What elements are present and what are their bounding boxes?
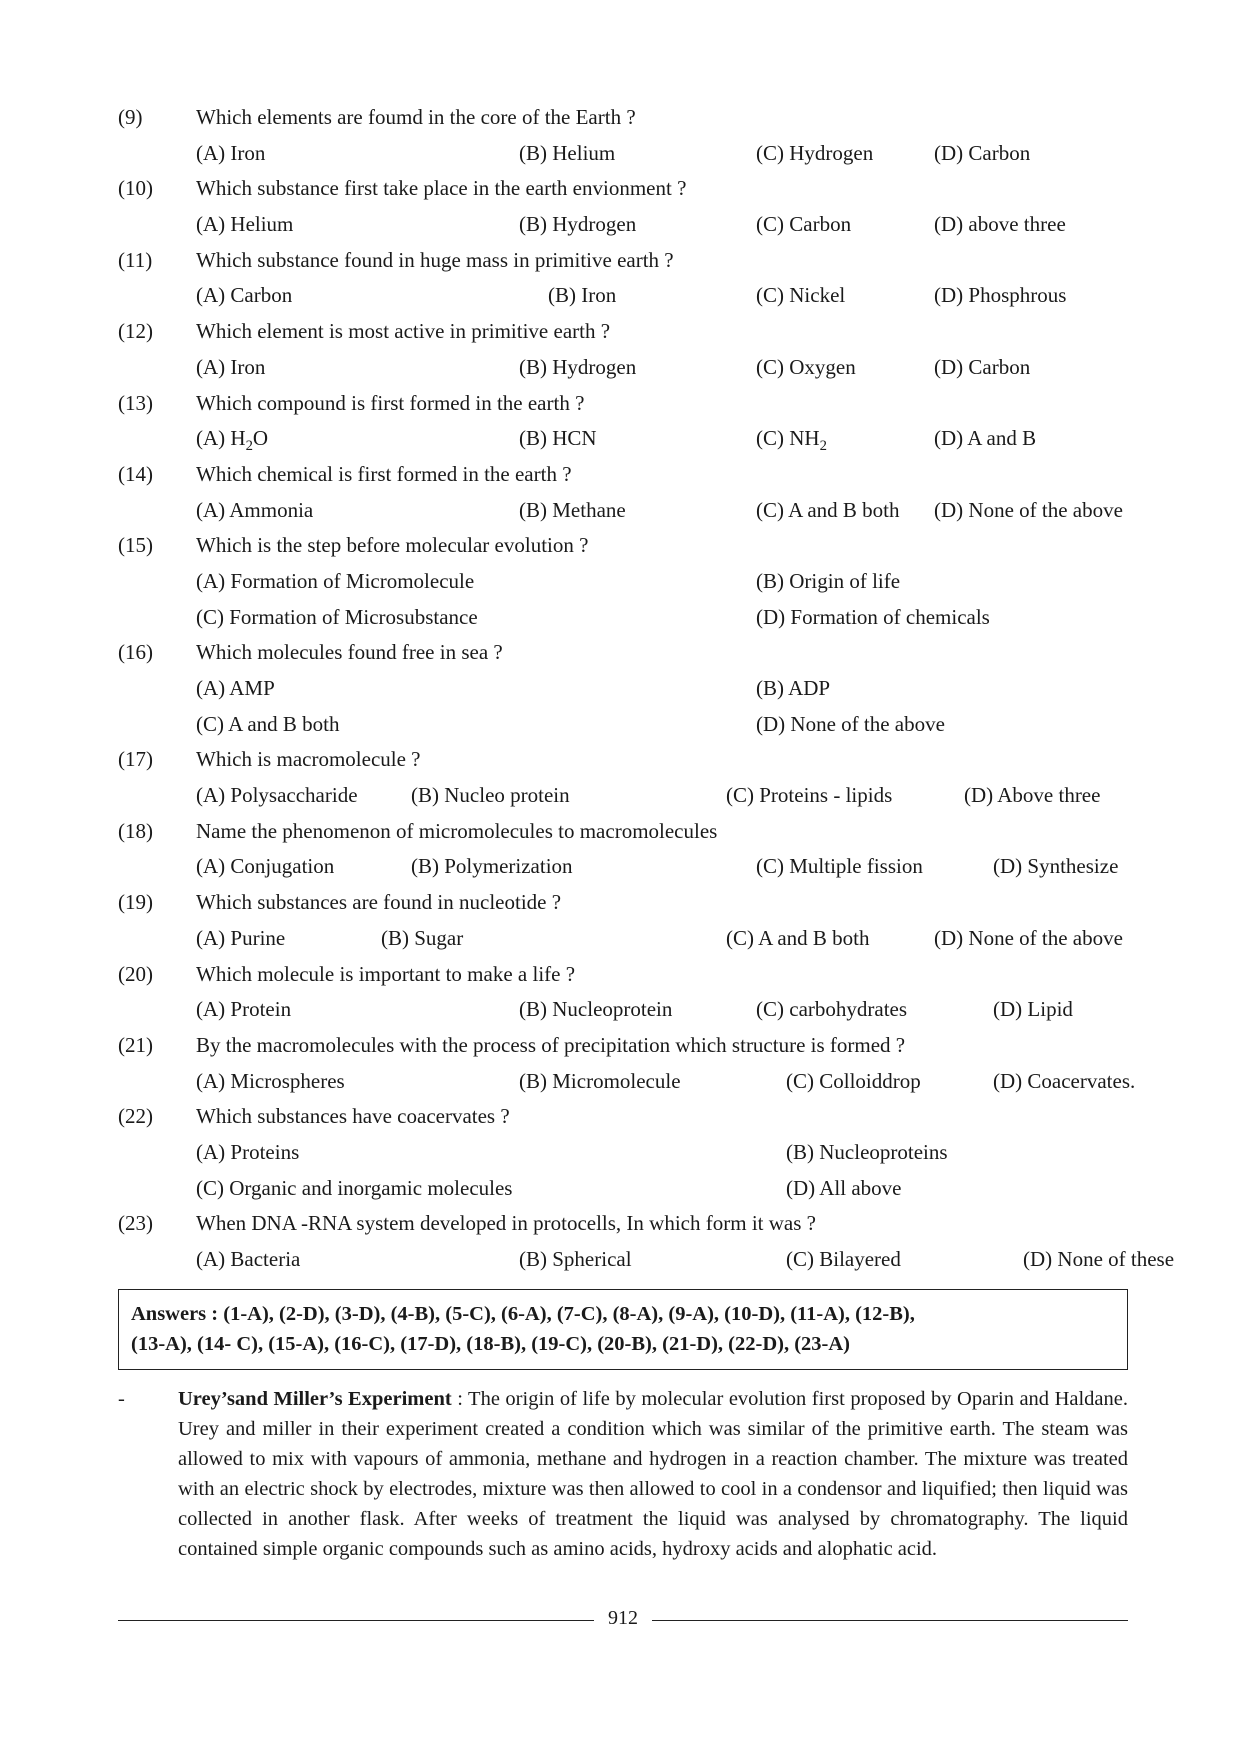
answer-option: (C) Organic and inorgamic molecules (196, 1175, 513, 1200)
question-row (118, 640, 1128, 676)
answer-key-line-1: Answers : (1-A), (2-D), (3-D), (4-B), (5-C), (6-A), (7-C), (8-A), (9-A), (10-D), (11-A), (12-B), (131, 1302, 915, 1325)
answer-option: (D) Carbon (934, 140, 1031, 165)
question-text: Which molecule is important to make a life ? (196, 961, 576, 986)
options-row (118, 1176, 1128, 1212)
answer-option: (D) Above three (964, 783, 1101, 808)
options-row (118, 141, 1128, 177)
answer-option: (D) Lipid (993, 997, 1073, 1022)
answer-option: (D) above three (934, 212, 1066, 237)
answer-option: (A) Conjugation (196, 854, 335, 879)
question-row (118, 105, 1128, 141)
option-subscript: 2 (245, 438, 253, 455)
question-text: Which elements are foumd in the core of the Earth ? (196, 105, 636, 129)
options-row (118, 1140, 1128, 1176)
question-list (118, 105, 1175, 1283)
answer-option: (B) Polymerization (411, 854, 573, 879)
question-row (118, 176, 1128, 212)
question-number: (11) (118, 247, 153, 272)
options-row (118, 569, 1128, 605)
answer-option: (D) Synthesize (993, 854, 1119, 879)
question-text: Which compound is first formed in the earth ? (196, 390, 585, 415)
answer-option: (A) AMP (196, 676, 275, 700)
answer-option: (A) Helium (196, 212, 294, 237)
answer-option: (B) Helium (519, 140, 616, 165)
answer-option: (D) None of the above (934, 497, 1123, 522)
answer-option: (B) Spherical (519, 1247, 632, 1271)
answer-option: (C) A and B both (726, 925, 870, 950)
answer-option (196, 426, 269, 455)
answer-option: (A) Iron (196, 354, 266, 379)
question-number: (22) (118, 1104, 153, 1129)
options-row (118, 712, 1128, 748)
answer-option (756, 426, 827, 455)
answer-option: (C) Carbon (756, 212, 852, 237)
question-text: Which substance first take place in the earth envionment ? (196, 176, 687, 201)
question-text: Name the phenomenon of micromolecules to macromolecules (196, 818, 718, 843)
footer-rule-right (652, 1620, 1128, 1621)
option-subscript: 2 (819, 438, 827, 455)
answer-option: (A) Purine (196, 925, 286, 950)
answer-option: (B) Origin of life (756, 568, 901, 593)
answer-option: (D) None of these (1023, 1247, 1175, 1271)
question-row (118, 890, 1128, 926)
question-number: (14) (118, 461, 153, 486)
answer-option: (C) carbohydrates (756, 997, 908, 1022)
question-number: (21) (118, 1032, 153, 1057)
answer-option: (B) HCN (519, 426, 597, 451)
question-row (118, 819, 1128, 855)
question-row (118, 319, 1128, 355)
options-row (118, 783, 1128, 819)
answer-option: (B) Hydrogen (519, 212, 637, 237)
question-text: Which molecules found free in sea ? (196, 640, 503, 665)
options-row (118, 676, 1128, 712)
bullet-dash: - (118, 1387, 125, 1410)
answer-option: (D) Formation of chemicals (756, 604, 990, 629)
options-row (118, 283, 1128, 319)
answer-option: (B) Sugar (381, 925, 464, 950)
question-text: Which chemical is first formed in the earth ? (196, 461, 572, 486)
answer-option: (A) Microspheres (196, 1068, 345, 1093)
question-text: By the macromolecules with the process of precipitation which structure is formed ? (196, 1032, 906, 1057)
answer-option: (B) Micromolecule (519, 1068, 681, 1093)
answer-option: (D) None of the above (756, 711, 945, 736)
page-number: 912 (608, 1607, 638, 1629)
question-text: Which substances are found in nucleotide ? (196, 890, 562, 915)
question-text: Which substance found in huge mass in primitive earth ? (196, 247, 674, 272)
question-number: (9) (118, 105, 143, 129)
answer-option: (D) Coacervates. (993, 1068, 1136, 1093)
question-text: Which is the step before molecular evolution ? (196, 533, 589, 558)
answer-option: (B) Iron (548, 283, 617, 308)
question-row (118, 248, 1128, 284)
answer-option: (B) Nucleoproteins (786, 1139, 948, 1164)
experiment-paragraph (118, 1384, 1128, 1564)
question-row (118, 1211, 1128, 1247)
answer-option: (A) Protein (196, 997, 292, 1022)
option-text: (A) H (196, 426, 246, 451)
answer-option: (B) Methane (519, 497, 626, 522)
question-number: (15) (118, 533, 153, 558)
question-text: Which is macromolecule ? (196, 747, 421, 772)
question-number: (12) (118, 319, 153, 344)
question-number: (18) (118, 818, 153, 843)
answer-option: (C) Bilayered (786, 1247, 901, 1271)
answer-option: (A) Formation of Micromolecule (196, 568, 475, 593)
question-row (118, 533, 1128, 569)
answer-option: (C) Colloiddrop (786, 1068, 921, 1093)
answer-option: (C) A and B both (196, 711, 340, 736)
options-row (118, 426, 1128, 462)
answer-option: (D) Carbon (934, 354, 1031, 379)
answer-option: (B) Hydrogen (519, 354, 637, 379)
question-text: Which substances have coacervates ? (196, 1104, 510, 1129)
answer-option: (D) A and B (934, 426, 1037, 451)
answer-option: (C) Hydrogen (756, 140, 874, 165)
question-number: (10) (118, 176, 153, 201)
question-row (118, 962, 1128, 998)
answer-option: (C) A and B both (756, 497, 900, 522)
question-number: (20) (118, 961, 153, 986)
options-row (118, 1068, 1136, 1105)
answer-option: (C) Oxygen (756, 354, 856, 379)
question-number: (23) (118, 1211, 153, 1236)
answer-option: (B) Nucleo protein (411, 783, 570, 808)
options-row (118, 355, 1128, 391)
answer-option: (A) Ammonia (196, 497, 314, 522)
question-row (118, 391, 1128, 427)
answer-option: (D) All above (786, 1175, 902, 1200)
option-text-suffix: O (252, 426, 269, 451)
question-text: When DNA -RNA system developed in protocells, In which form it was ? (196, 1211, 816, 1236)
options-row (118, 854, 1128, 890)
options-row (118, 997, 1128, 1033)
page-footer (118, 1605, 1128, 1635)
answer-option: (A) Polysaccharide (196, 783, 358, 808)
options-row (118, 1247, 1175, 1283)
answer-option: (C) Formation of Microsubstance (196, 604, 478, 629)
answer-key-line-2: (13-A), (14- C), (15-A), (16-C), (17-D), (18-B), (19-C), (20-B), (21-D), (22-D), (23-A) (131, 1332, 850, 1355)
question-text: Which element is most active in primitive earth ? (196, 319, 611, 344)
answer-option: (A) Carbon (196, 283, 293, 308)
question-number: (13) (118, 390, 153, 415)
question-row (118, 1104, 1128, 1140)
options-row (118, 926, 1128, 962)
question-number: (16) (118, 640, 153, 665)
options-row (118, 498, 1128, 534)
answer-option: (B) ADP (756, 676, 831, 700)
question-number: (19) (118, 890, 153, 915)
answer-option: (C) Multiple fission (756, 854, 923, 879)
paragraph-heading: Urey’sand Miller’s Experiment (178, 1387, 452, 1410)
question-row (118, 747, 1128, 783)
answer-option: (A) Bacteria (196, 1247, 301, 1271)
question-number: (17) (118, 747, 153, 772)
answer-option: (D) Phosphrous (934, 283, 1067, 308)
paragraph-text: : The origin of life by molecular evolution first proposed by Oparin and Haldane. Urey and miller in their experiment created a condition which was similar of the primitive earth. The steam was allowed to mix with vapours of ammonia, methane and hydrogen in a reaction chamber. The mixture was treated with an electric shock by electrodes, mixture was then allowed to cool in a condensor and liquified; then liquid was collected in another flask. After weeks of treatment the liquid was analysed by chromatography. The liquid contained simple organic compounds such as amino acids, hydroxy acids and alophatic acid. (178, 1387, 1128, 1560)
question-row (118, 1033, 1128, 1069)
answer-option: (D) None of the above (934, 925, 1123, 950)
answer-option: (C) Proteins - lipids (726, 783, 893, 808)
option-text: (C) NH (756, 426, 820, 451)
page-content (118, 105, 1175, 1564)
paragraph-body (178, 1384, 1128, 1564)
answer-key-box (118, 1289, 1128, 1370)
answer-option: (B) Nucleoprotein (519, 997, 673, 1022)
answer-option: (A) Iron (196, 140, 266, 165)
question-row (118, 462, 1128, 498)
answer-option: (C) Nickel (756, 283, 846, 308)
options-row (118, 605, 1128, 641)
options-row (118, 212, 1128, 248)
answer-option: (A) Proteins (196, 1139, 300, 1164)
